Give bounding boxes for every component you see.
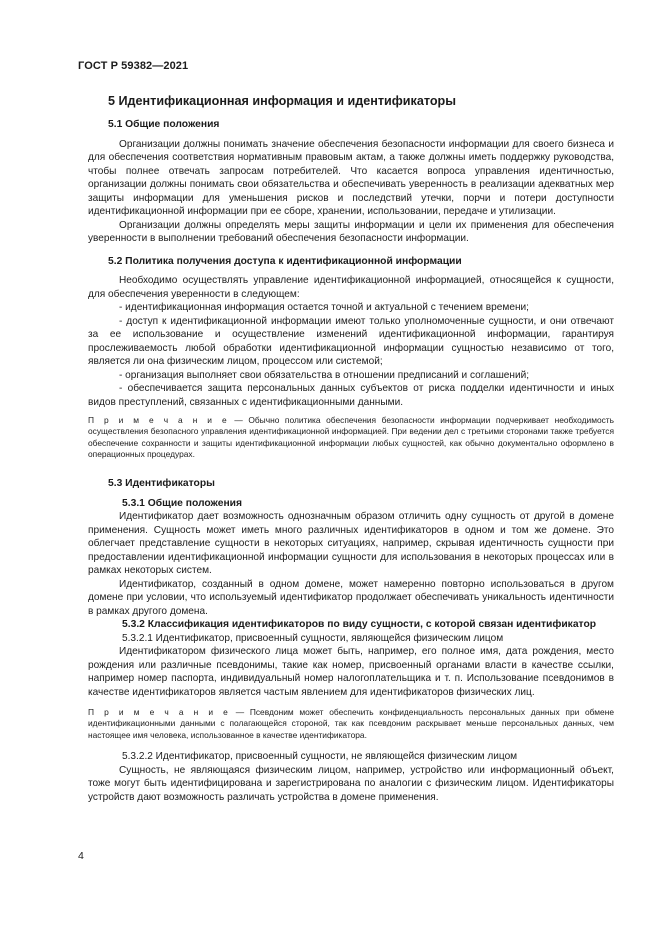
section-5-3-2-1-paragraph: Идентификатором физического лица может быть, например, его полное имя, дата рождения, место рождения или различные псевдонимы, такие как номер, присвоенный органами власти в качестве ссылки, например номер паспорта, индивидуальный номер налогоплательщика и т. п. Использование псевдонимов в качестве идентификаторов является частым явлением для идентификаторов физических лиц. — [88, 646, 614, 698]
section-5-3-2-1-title: 5.3.2.1 Идентификатор, присвоенный сущности, являющейся физическим лицом — [122, 632, 504, 644]
list-item: - организация выполняет свои обязательства в отношении предписаний и соглашений; — [119, 369, 530, 381]
note — [88, 707, 614, 741]
section-5-1-paragraph: Организации должны понимать значение обеспечения безопасности информации для своего бизнеса и для обеспечения соответствия нормативным правовым актам, а также должны иметь поддержку руководства, чтобы полнее отвечать запросам потребителей. Что касается вопроса управления идентичностью, организации должны понимать свои обязательства и обеспечивать уверенность в реализации адекватных мер защиты информации для уменьшения рисков и последствий утечки, порчи и потери доступности идентификационной информации при ее сборе, хранении, использовании, передаче и утилизации. — [88, 138, 614, 217]
note-label: П р и м е ч а н и е — [88, 707, 231, 718]
list-item: - доступ к идентификационной информации имеют только уполномоченные сущности, и они отвечают за ее использование и осуществление изменений идентификационной информации, гарантируя прослеживаемость любой обработки идентификационной информации сущностью независимо от того, является ли она физическим лицом, процессом или системой; — [88, 315, 614, 367]
section-5-3-2-title: 5.3.2 Классификация идентификаторов по виду сущности, с которой связан идентификатор — [122, 619, 597, 631]
list-item: - обеспечивается защита персональных данных субъектов от риска подделки идентичности и иных видов преступлений, связанных с идентификационными данными. — [88, 383, 614, 408]
section-5-3-2-2-title: 5.3.2.2 Идентификатор, присвоенный сущности, не являющейся физическим лицом — [122, 751, 518, 763]
note — [88, 415, 614, 460]
section-5-3-1-title: 5.3.1 Общие положения — [122, 497, 242, 509]
section-5-2-intro: Необходимо осуществлять управление идентификационной информацией, относящейся к сущности, для обеспечения уверенности в следующем: — [88, 275, 614, 300]
note-text: — Обычно политика обеспечения безопасности информации подчеркивает необходимость осуществления безопасного управления идентификационной информацией. При ведении дел с третьими сторонами также требуется обеспечение сохранности и защиты идентификационной информации любых сущностей, как обычно документально оформлено в операционных процедурах. — [88, 415, 614, 459]
standard-code: ГОСТ Р 59382—2021 — [78, 60, 189, 72]
note-text: — Псевдоним может обеспечить конфиденциальность персональных данных при обмене идентификационными данными с полагающейся стороной, так как псевдоним раскрывает меньше персональных данных, чем настоящее имя человека, использованное в качестве идентификатора. — [88, 707, 614, 740]
section-5-1-paragraph: Организации должны определять меры защиты информации и цели их применения для обеспечения уверенности в выполнении требований обеспечения безопасности информации. — [88, 219, 614, 244]
section-5-1-title: 5.1 Общие положения — [108, 119, 220, 130]
section-5-2-title: 5.2 Политика получения доступа к идентификационной информации — [108, 255, 462, 267]
page-content — [88, 93, 614, 804]
section-5-3-1-paragraph: Идентификатор дает возможность однозначным образом отличить одну сущность от другой в домене применения. Сущность может иметь много различных идентификаторов в одном и том же домене. Это облегчает представление сущности в некоторых ситуациях, например, скрывая идентичность сущности при предоставлении идентификационной информации сущности для использования в некоторых процессах или в рамках некоторых систем. — [88, 511, 614, 577]
section-5-title: 5 Идентификационная информация и идентификаторы — [108, 94, 456, 108]
page-number: 4 — [78, 850, 84, 862]
list-item: - идентификационная информация остается точной и актуальной с течением времени; — [119, 302, 529, 313]
note-label: П р и м е ч а н и е — [88, 415, 229, 425]
section-5-3-2-2-paragraph: Сущность, не являющаяся физическим лицом, например, устройство или информационный объект, тоже могут быть идентифицирована и зарегистрирована по аналогии с физическим лицом. Идентификаторы устройств дают возможность различать устройства в домене применения. — [88, 764, 614, 803]
section-5-3-title: 5.3 Идентификаторы — [108, 478, 215, 490]
section-5-3-1-paragraph: Идентификатор, созданный в одном домене, может намеренно повторно использоваться в другом домене при условии, что используемый идентификатор продолжает обеспечивать уникальность идентичности в рамках другого домена. — [88, 578, 614, 617]
